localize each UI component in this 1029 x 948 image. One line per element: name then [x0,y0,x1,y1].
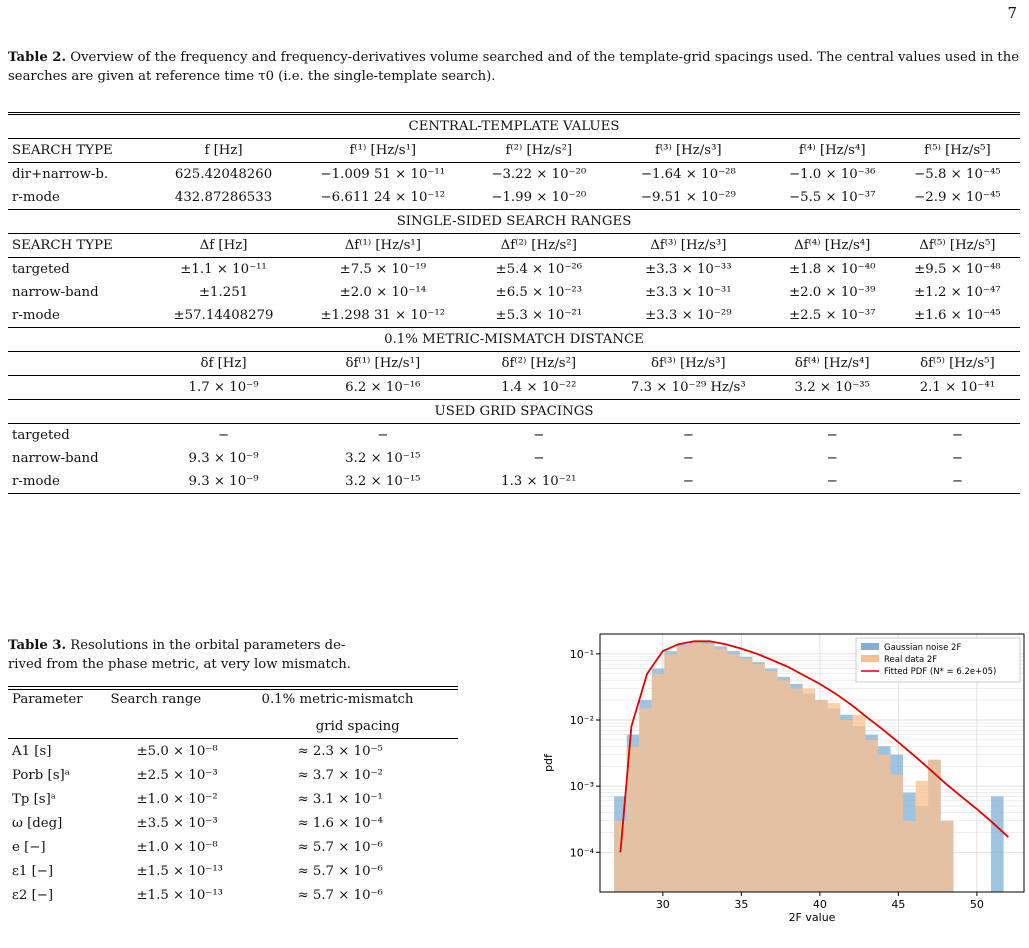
central-cell: 625.42048260 [152,163,295,187]
mismatch-header-0: δf [Hz] [152,352,295,376]
param-cell: ω [deg] [12,815,63,831]
section-grid-row [8,400,1020,424]
central-header-5: f⁽⁵⁾ [Hz/s⁵] [895,139,1020,163]
range-header-row [8,234,1020,258]
spacing-cell: ≈ 2.3 × 10⁻⁵ [297,743,383,759]
real-bar [690,642,703,892]
real-bar [715,649,728,892]
legend-label: Gaussian noise 2F [884,643,962,653]
central-cell: −5.8 × 10⁻⁴⁵ [895,163,1020,187]
grid-row [8,470,1020,494]
real-bar [727,654,740,892]
spacing-cell: ≈ 3.1 × 10⁻¹ [297,791,383,807]
range-cell: ±3.3 × 10⁻³³ [607,258,770,282]
x-tick-label: 40 [812,898,827,911]
table3-subheader-1 [107,714,258,739]
range-cell: ±5.3 × 10⁻²¹ [495,308,583,323]
histogram-chart [530,628,1025,928]
mismatch-empty [8,376,152,400]
page-number: 7 [1007,4,1017,22]
central-header-row [8,139,1020,163]
central-cell: 432.87286533 [174,190,273,205]
central-cell: −1.64 × 10⁻²⁸ [607,163,770,187]
real-bar [639,708,652,892]
real-bar [891,775,904,892]
central-cell: −3.22 × 10⁻²⁰ [471,163,607,187]
range-cell: ±1.6 × 10⁻⁴⁵ [914,308,1001,323]
table2-caption [8,48,1020,86]
real-bar [815,700,828,892]
table3-header-row [8,684,458,714]
central-header-3: f⁽³⁾ [Hz/s³] [607,139,770,163]
spacing-cell: ≈ 3.7 × 10⁻² [297,767,383,783]
param-cell: Tp [s]ᵃ [12,791,56,807]
row-search-type: r-mode [12,308,60,323]
range-cell: ±1.0 × 10⁻⁸ [136,839,218,855]
mismatch-cell: 1.4 × 10⁻²² [471,376,607,400]
grid-cell: − [770,424,895,448]
mismatch-header-1: δf⁽¹⁾ [Hz/s¹] [295,352,471,376]
table3 [8,684,458,907]
param-cell: e [−] [12,839,46,855]
grid-cell: − [895,424,1020,448]
range-cell: ±57.14408279 [173,308,274,323]
grid-cell: 3.2 × 10⁻¹⁵ [345,451,421,466]
grid-cell: − [951,451,963,466]
real-bar [916,781,929,892]
noise-bar [991,796,1004,892]
mismatch-header-5: δf⁽⁵⁾ [Hz/s⁵] [895,352,1020,376]
real-bar [740,659,753,892]
grid-cell: − [682,451,694,466]
grid-row [8,424,1020,448]
central-cell: −1.0 × 10⁻³⁶ [770,163,895,187]
range-row [8,258,1020,282]
header-empty [8,352,152,376]
param-cell: A1 [s] [12,743,52,759]
row-search-type: r-mode [12,190,60,205]
table3-subheader-row [8,714,458,739]
table3-row [8,739,458,764]
grid-cell: − [826,451,838,466]
grid-cell: − [607,470,770,494]
section-ranges-row [8,210,1020,234]
x-tick-label: 30 [655,898,670,911]
param-cell: ε2 [−] [12,887,54,903]
row-search-type: r-mode [8,470,152,494]
range-header-0: Δf [Hz] [152,234,295,258]
range-cell: ±5.0 × 10⁻⁸ [136,743,218,759]
grid-row [8,447,1020,470]
range-header-2: Δf⁽²⁾ [Hz/s²] [471,234,607,258]
central-header-2: f⁽²⁾ [Hz/s²] [471,139,607,163]
real-bar [677,646,690,892]
range-cell: ±1.1 × 10⁻¹¹ [152,258,295,282]
central-row [8,163,1020,187]
row-search-type: narrow-band [12,285,99,300]
spacing-cell: ≈ 5.7 × 10⁻⁶ [297,839,383,855]
grid-cell: 9.3 × 10⁻⁹ [188,451,259,466]
section-mismatch-title: 0.1% METRIC-MISMATCH DISTANCE [8,328,1020,352]
mismatch-cell: 7.3 × 10⁻²⁹ Hz/s³ [607,376,770,400]
grid-cell: − [295,424,471,448]
real-bar [702,644,715,892]
table3-header-1: Search range [110,691,202,707]
table3-caption-line2: rived from the phase metric, at very low mismatch. [8,657,351,672]
mismatch-header-3: δf⁽³⁾ [Hz/s³] [607,352,770,376]
legend-label: Real data 2F [884,655,938,665]
range-cell: ±1.8 × 10⁻⁴⁰ [770,258,895,282]
spacing-cell: ≈ 1.6 × 10⁻⁴ [297,815,383,831]
y-tick-label: 10⁻² [569,714,594,727]
range-cell: ±5.4 × 10⁻²⁶ [471,258,607,282]
mismatch-cell: 3.2 × 10⁻³⁵ [770,376,895,400]
real-bar [928,760,941,892]
central-cell: −9.51 × 10⁻²⁹ [640,190,736,205]
real-bar [853,715,866,892]
range-cell: ±1.251 [198,285,249,300]
table3-caption [8,636,468,674]
range-cell: ±1.2 × 10⁻⁴⁷ [914,285,1001,300]
range-cell: ±3.3 × 10⁻²⁹ [645,308,732,323]
legend-swatch [861,655,879,662]
range-cell: ±2.0 × 10⁻³⁹ [788,285,876,300]
range-cell: ±3.3 × 10⁻³¹ [645,285,732,300]
table3-header-2: 0.1% metric-mismatch [261,691,414,707]
table3-row [8,787,458,811]
central-header-0: f [Hz] [152,139,295,163]
real-bar [840,720,853,892]
range-cell: ±2.5 × 10⁻³⁷ [788,308,876,323]
real-bar [903,821,916,892]
real-bar [828,703,841,892]
legend-label: Fitted PDF (N* = 6.2e+05) [884,667,997,677]
table3-caption-line1: Resolutions in the orbital parameters de- [70,638,346,653]
header-search-type: SEARCH TYPE [8,234,152,258]
central-cell: −6.611 24 × 10⁻¹² [320,190,446,205]
real-bar [941,821,954,892]
grid-cell: − [770,470,895,494]
range-header-3: Δf⁽³⁾ [Hz/s³] [607,234,770,258]
table3-header-0: Parameter [12,691,83,707]
real-bar [752,664,765,892]
range-cell: ±2.0 × 10⁻¹⁴ [339,285,427,300]
central-cell: −2.9 × 10⁻⁴⁵ [914,190,1001,205]
y-axis-label: pdf [542,754,555,772]
table3-row [8,859,458,883]
mismatch-cell: 6.2 × 10⁻¹⁶ [295,376,471,400]
range-row [8,281,1020,304]
section-grid-title: USED GRID SPACINGS [8,400,1020,424]
central-cell: −5.5 × 10⁻³⁷ [788,190,876,205]
spacing-cell: ≈ 5.7 × 10⁻⁶ [297,863,383,879]
range-header-4: Δf⁽⁴⁾ [Hz/s⁴] [770,234,895,258]
mismatch-header-2: δf⁽²⁾ [Hz/s²] [471,352,607,376]
range-cell: ±1.5 × 10⁻¹³ [136,887,223,903]
table2-caption-label: Table 2. [8,50,67,65]
real-bar [803,688,816,892]
table3-row [8,763,458,787]
central-row [8,186,1020,210]
grid-cell: 3.2 × 10⁻¹⁵ [295,470,471,494]
table3-caption-label: Table 3. [8,638,67,653]
real-bar [865,740,878,892]
row-search-type: targeted [8,258,152,282]
range-cell: ±6.5 × 10⁻²³ [495,285,583,300]
x-tick-label: 45 [891,898,906,911]
range-row [8,304,1020,328]
range-cell: ±1.298 31 × 10⁻¹² [320,308,446,323]
table2 [8,112,1020,494]
section-ranges-title: SINGLE-SIDED SEARCH RANGES [8,210,1020,234]
table3-row [8,811,458,835]
grid-cell: − [607,424,770,448]
real-bar [878,755,891,892]
range-cell: ±1.0 × 10⁻² [136,791,218,807]
grid-cell: 9.3 × 10⁻⁹ [152,470,295,494]
mismatch-cell: 1.7 × 10⁻⁹ [152,376,295,400]
table3-row [8,835,458,859]
section-central-row [8,114,1020,139]
real-bar [664,654,677,892]
mismatch-value-row [8,376,1020,400]
row-search-type: targeted [8,424,152,448]
x-axis-label: 2F value [788,911,836,924]
real-bar [652,674,665,892]
x-tick-label: 50 [969,898,984,911]
mismatch-header-4: δf⁽⁴⁾ [Hz/s⁴] [770,352,895,376]
range-header-5: Δf⁽⁵⁾ [Hz/s⁵] [895,234,1020,258]
grid-cell: 1.3 × 10⁻²¹ [471,470,607,494]
grid-cell: − [152,424,295,448]
mismatch-header-row [8,352,1020,376]
range-header-1: Δf⁽¹⁾ [Hz/s¹] [295,234,471,258]
row-search-type: dir+narrow-b. [8,163,152,187]
section-mismatch-row [8,328,1020,352]
grid-cell: − [895,470,1020,494]
central-header-1: f⁽¹⁾ [Hz/s¹] [295,139,471,163]
x-tick-label: 35 [734,898,749,911]
y-tick-label: 10⁻¹ [569,647,594,661]
central-header-4: f⁽⁴⁾ [Hz/s⁴] [770,139,895,163]
spacing-cell: ≈ 5.7 × 10⁻⁶ [297,887,383,903]
range-cell: ±7.5 × 10⁻¹⁹ [295,258,471,282]
central-cell: −1.99 × 10⁻²⁰ [491,190,587,205]
param-cell: Porb [s]ᵃ [12,767,70,783]
table3-subheader-2: grid spacing [258,714,459,739]
table3-subheader-0 [8,714,107,739]
range-cell: ±9.5 × 10⁻⁴⁸ [895,258,1020,282]
grid-cell: − [533,451,545,466]
header-search-type: SEARCH TYPE [8,139,152,163]
range-cell: ±1.5 × 10⁻¹³ [136,863,223,879]
real-bar [790,688,803,892]
central-cell: −1.009 51 × 10⁻¹¹ [295,163,471,187]
y-tick-label: 10⁻⁴ [569,846,594,860]
range-cell: ±3.5 × 10⁻³ [136,815,218,831]
param-cell: ε1 [−] [12,863,54,879]
row-search-type: narrow-band [12,451,99,466]
real-bar [777,680,790,892]
real-bar [765,671,778,892]
y-tick-label: 10⁻³ [569,780,594,794]
grid-cell: − [471,424,607,448]
table2-caption-text: Overview of the frequency and frequency-derivatives volume searched and of the template-grid spacings used. The central values used in the searches are given at reference time τ0 (i.e. the single-template search). [8,50,1019,84]
mismatch-cell: 2.1 × 10⁻⁴¹ [895,376,1020,400]
section-central-title: CENTRAL-TEMPLATE VALUES [8,114,1020,139]
legend-swatch [861,643,879,650]
range-cell: ±2.5 × 10⁻³ [136,767,218,783]
table3-row [8,883,458,907]
real-bar [614,821,627,892]
